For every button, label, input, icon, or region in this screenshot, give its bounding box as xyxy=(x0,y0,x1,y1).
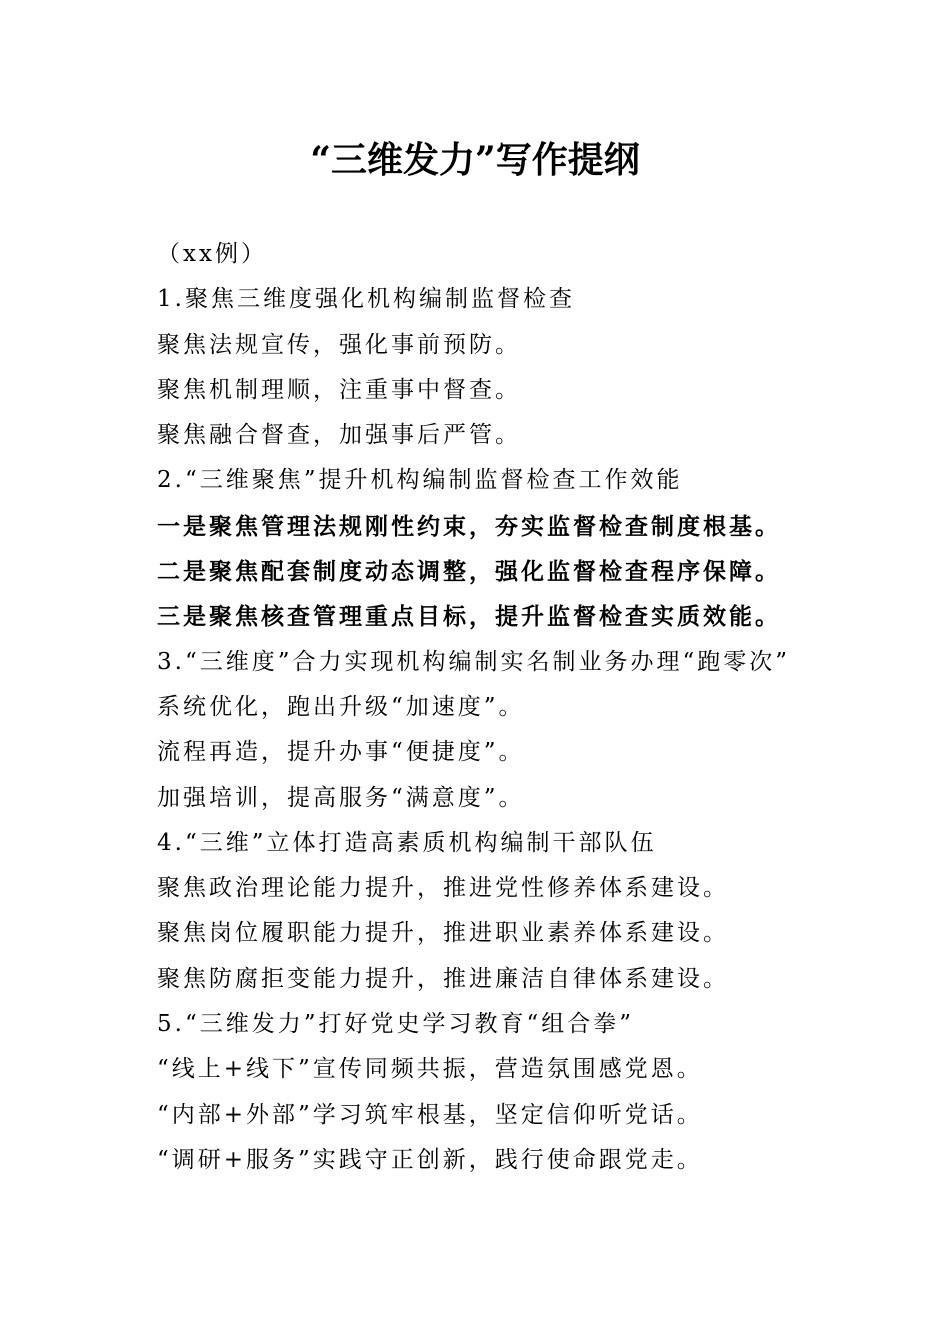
section-heading-4: 4.“三维”立体打造高素质机构编制干部队伍 xyxy=(157,829,657,856)
doc-line: 聚焦融合督查，加强事后严管。 xyxy=(157,422,521,449)
doc-line: “内部+外部”学习筑牢根基，坚定信仰听党话。 xyxy=(157,1101,703,1128)
doc-line: 聚焦防腐拒变能力提升，推进廉洁自律体系建设。 xyxy=(157,965,729,992)
doc-line: 聚焦政治理论能力提升，推进党性修养体系建设。 xyxy=(157,875,729,902)
document-title: “三维发力”写作提纲 xyxy=(310,139,640,181)
section-heading-2: 2.“三维聚焦”提升机构编制监督检查工作效能 xyxy=(157,467,683,494)
doc-line: （xx例） xyxy=(157,241,267,267)
section-heading-3: 3.“三维度”合力实现机构编制实名制业务办理“跑零次” xyxy=(157,648,790,675)
doc-line: 三是聚焦核查管理重点目标，提升监督检查实质效能。 xyxy=(157,603,781,631)
doc-line: 二是聚焦配套制度动态调整，强化监督检查程序保障。 xyxy=(157,558,781,586)
doc-line: “调研+服务”实践守正创新，践行使命跟党走。 xyxy=(157,1146,703,1173)
doc-line: “线上+线下”宣传同频共振，营造氛围感党恩。 xyxy=(157,1056,703,1083)
doc-line: 聚焦岗位履职能力提升，推进职业素养体系建设。 xyxy=(157,920,729,947)
doc-line: 加强培训，提高服务“满意度”。 xyxy=(157,784,525,811)
doc-line: 一是聚焦管理法规刚性约束，夯实监督检查制度根基。 xyxy=(157,512,781,540)
section-heading-5: 5.“三维发力”打好党史学习教育“组合拳” xyxy=(157,1011,634,1038)
section-heading-1: 1.聚焦三维度强化机构编制监督检查 xyxy=(157,286,575,313)
document-body xyxy=(157,232,877,1183)
doc-line: 流程再造，提升办事“便捷度”。 xyxy=(157,739,525,766)
doc-line: 聚焦法规宣传，强化事前预防。 xyxy=(157,331,521,358)
doc-line: 系统优化，跑出升级“加速度”。 xyxy=(157,693,525,720)
doc-line: 聚焦机制理顺，注重事中督查。 xyxy=(157,376,521,403)
